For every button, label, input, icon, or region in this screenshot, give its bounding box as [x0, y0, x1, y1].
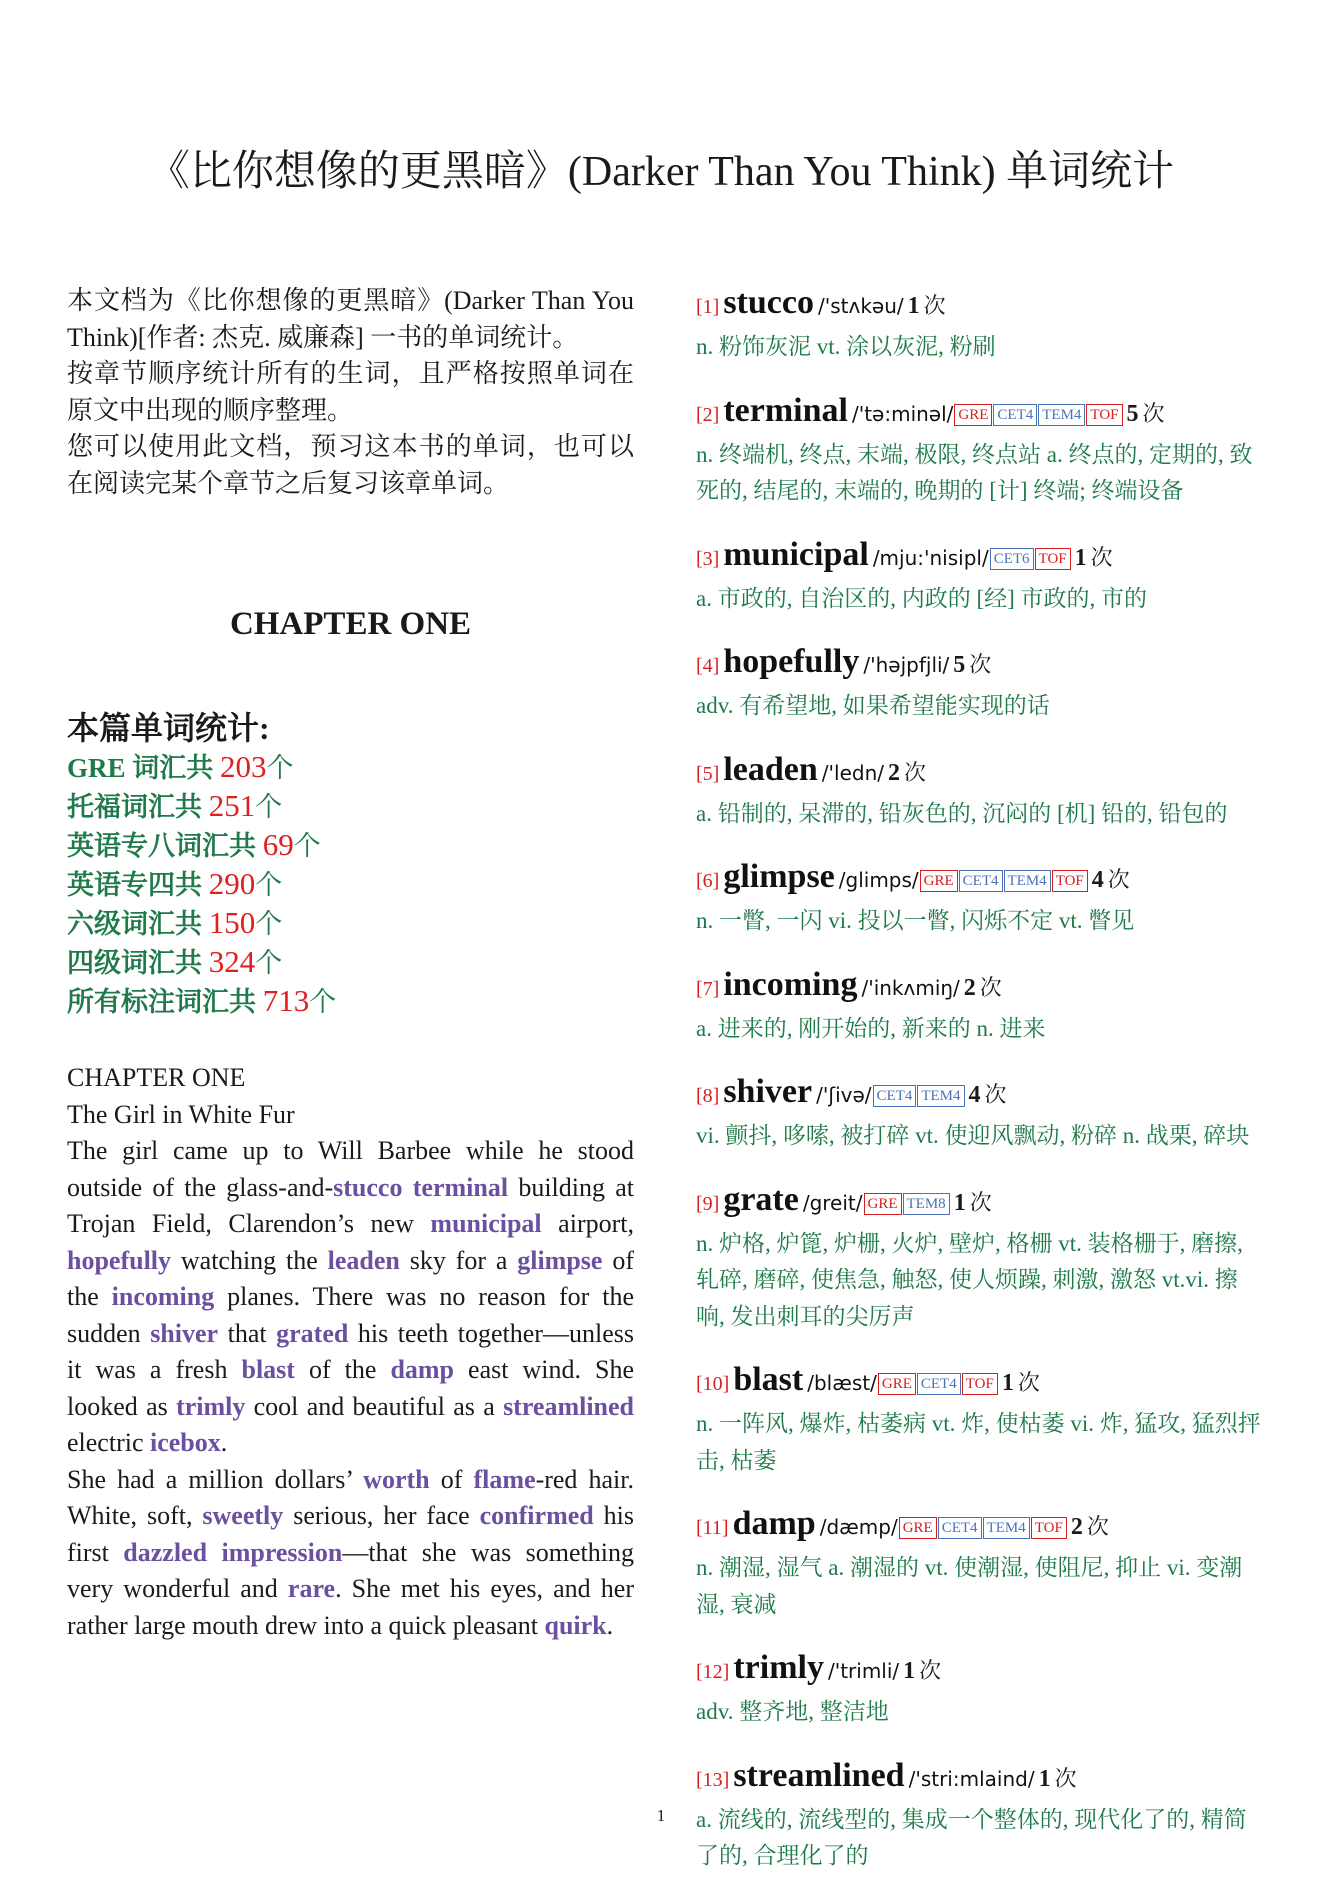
chapter-heading: CHAPTER ONE — [229, 606, 472, 642]
entry-count: 4 — [1091, 867, 1104, 893]
entry-word: incoming — [723, 965, 858, 1003]
entry-count: 5 — [953, 652, 966, 678]
vocab-entry — [696, 1072, 1264, 1155]
stat-count: 150 — [208, 905, 256, 940]
entry-index: [13] — [696, 1768, 730, 1791]
entry-index: [2] — [696, 403, 720, 426]
story-paragraph: She had a million dollars’ worth of flame-red hair. White, soft, sweetly serious, her face confirmed his first dazzled impression—that she was something very wonderful and rare. She met his eyes, and her rather large mouth drew into a quick pleasant quirk. — [67, 1464, 635, 1640]
vocab-entry — [696, 391, 1264, 510]
vocab-word: terminal — [412, 1172, 509, 1202]
entry-index: [7] — [696, 977, 720, 1000]
page-number: 1 — [656, 1806, 666, 1825]
entry-count: 1 — [1001, 1370, 1014, 1396]
exam-tag: TOF — [1052, 870, 1088, 892]
entry-head — [696, 965, 1264, 1011]
entry-index: [11] — [696, 1517, 729, 1539]
stat-count: 290 — [208, 866, 256, 901]
entry-definition: adv. 有希望地, 如果希望能实现的话 — [696, 693, 1050, 718]
entry-phonetic: /'ʃivə/ — [816, 1083, 872, 1107]
entry-word: shiver — [723, 1073, 813, 1110]
vocab-word: incoming — [111, 1282, 215, 1311]
entry-word: grate — [723, 1180, 799, 1218]
stat-label: GRE 词汇共 — [67, 753, 221, 783]
entry-definition: vi. 颤抖, 哆嗦, 被打碎 vt. 使迎风飘动, 粉碎 n. 战栗, 碎块 — [696, 1123, 1250, 1148]
page-title: 《比你想像的更黑暗》(Darker Than You Think) 单词统计 — [147, 149, 1175, 195]
entry-index: [6] — [696, 870, 720, 892]
entry-definition: n. 一阵风, 爆炸, 枯萎病 vt. 炸, 使枯萎 vi. 炸, 猛攻, 猛烈抨击, 枯萎 — [696, 1411, 1261, 1473]
exam-tag: CET4 — [873, 1085, 917, 1107]
exam-tag: CET4 — [938, 1517, 982, 1539]
entry-count-unit: 次 — [979, 974, 1002, 1000]
exam-tag: TEM4 — [1004, 870, 1051, 892]
entry-word: streamlined — [733, 1756, 905, 1794]
entry-count-unit: 次 — [923, 293, 946, 318]
stat-line — [67, 904, 634, 943]
stat-count: 251 — [208, 788, 256, 823]
entry-count: 1 — [907, 293, 920, 319]
vocab-entry — [696, 857, 1264, 940]
vocab-word: leaden — [327, 1245, 400, 1275]
left-column — [67, 283, 634, 1644]
entry-index: [1] — [696, 296, 720, 318]
entry-head — [696, 1360, 1264, 1406]
entry-count-unit: 次 — [969, 652, 992, 677]
vocab-word: glimpse — [517, 1245, 603, 1275]
intro — [67, 283, 634, 502]
entry-head — [696, 857, 1264, 903]
entry-head — [696, 1648, 1264, 1694]
entry-count-unit: 次 — [1142, 400, 1165, 426]
entry-count-unit: 次 — [904, 759, 927, 785]
intro-paragraph: 按章节顺序统计所有的生词，且严格按照单词在原文中出现的顺序整理。 — [67, 359, 634, 425]
stat-label: 四级词汇共 — [67, 948, 209, 978]
vocab-entry — [696, 750, 1264, 833]
vocab-entry — [696, 1360, 1264, 1479]
entry-index: [9] — [696, 1192, 720, 1215]
entry-word: glimpse — [723, 858, 835, 895]
vocab-word: sweetly — [202, 1501, 284, 1530]
stat-line — [67, 982, 634, 1021]
vocab-entry — [696, 1648, 1264, 1731]
stat-line — [67, 787, 634, 826]
stat-label: 英语专四共 — [67, 870, 209, 900]
entry-word: municipal — [723, 535, 869, 573]
entry-index: [5] — [696, 762, 720, 785]
vocab-word: stucco — [333, 1172, 403, 1202]
entry-phonetic: /'stri:mlaind/ — [908, 1766, 1035, 1791]
stat-line — [67, 943, 634, 982]
entry-count-unit: 次 — [984, 1082, 1007, 1107]
vocab-entry — [696, 1504, 1264, 1623]
entry-phonetic: /'ledn/ — [821, 760, 884, 785]
exam-tag: TEM4 — [983, 1517, 1030, 1539]
stat-unit: 个 — [255, 792, 283, 822]
entry-index: [4] — [696, 655, 720, 677]
entry-phonetic: /'trimli/ — [827, 1659, 900, 1683]
exam-tag: CET4 — [917, 1373, 961, 1395]
entry-count-unit: 次 — [1090, 544, 1113, 570]
entry-head — [696, 1072, 1264, 1118]
entry-definition: a. 流线的, 流线型的, 集成一个整体的, 现代化了的, 精简了的, 合理化了的 — [696, 1806, 1247, 1868]
intro-paragraph: 您可以使用此文档，预习这本书的单词，也可以在阅读完某个章节之后复习该章单词。 — [67, 432, 634, 498]
exam-tag: CET4 — [993, 404, 1037, 426]
vocab-word: dazzled — [123, 1537, 208, 1567]
stat-line — [67, 826, 634, 865]
entry-count: 2 — [963, 974, 976, 1001]
vocab-word: hopefully — [67, 1245, 172, 1275]
exam-tag: TEM4 — [917, 1085, 964, 1107]
exam-tag: TOF — [1086, 404, 1122, 426]
entry-definition: a. 进来的, 刚开始的, 新来的 n. 进来 — [696, 1015, 1046, 1041]
entry-definition: n. 粉饰灰泥 vt. 涂以灰泥, 粉刷 — [696, 334, 996, 359]
entry-count-unit: 次 — [1107, 867, 1130, 892]
entry-count: 1 — [1074, 544, 1087, 571]
exam-tag: TOF — [1031, 1517, 1067, 1539]
vocab-word: worth — [363, 1464, 430, 1494]
entry-word: trimly — [733, 1649, 824, 1686]
stats-list — [67, 748, 634, 1021]
vocab-word: grated — [276, 1318, 349, 1348]
vocab-word: shiver — [150, 1318, 219, 1348]
entry-phonetic: /'inkʌmiŋ/ — [861, 975, 960, 1000]
entry-phonetic: /mju:'nisipl/ — [872, 545, 989, 570]
entry-word: damp — [732, 1505, 816, 1542]
story-chapter: CHAPTER ONE — [67, 1063, 246, 1092]
entry-definition: n. 潮湿, 湿气 a. 潮湿的 vt. 使潮湿, 使阻尼, 抑止 vi. 变潮湿, 衰减 — [696, 1555, 1243, 1617]
entry-definition: n. 终端机, 终点, 末端, 极限, 终点站 a. 终点的, 定期的, 致死的, 结尾的, 末端的, 晚期的 [计] 终端; 终端设备 — [696, 441, 1253, 503]
entry-count-unit: 次 — [1086, 1514, 1109, 1539]
entry-count: 2 — [1070, 1514, 1083, 1540]
stat-line — [67, 748, 634, 787]
stat-count: 69 — [262, 827, 294, 862]
intro-paragraph: 本文档为《比你想像的更黑暗》(Darker Than You Think)[作者: 杰克. 威廉森] 一书的单词统计。 — [67, 286, 634, 352]
stat-unit: 个 — [255, 948, 283, 978]
entry-word: stucco — [723, 284, 814, 321]
vocab-word: trimly — [176, 1391, 246, 1421]
vocab-entry — [696, 965, 1264, 1048]
entry-phonetic: /dæmp/ — [819, 1515, 898, 1539]
entry-count: 1 — [1038, 1765, 1051, 1792]
exam-tag: GRE — [864, 1193, 902, 1215]
entry-phonetic: /'tə:minəl/ — [851, 401, 954, 426]
entry-phonetic: /blæst/ — [807, 1371, 877, 1395]
entry-count: 4 — [968, 1082, 981, 1108]
exam-tag: GRE — [899, 1517, 937, 1539]
entry-head — [696, 750, 1264, 796]
stat-unit: 个 — [293, 831, 321, 861]
exam-tag: GRE — [878, 1373, 916, 1395]
stat-unit: 个 — [266, 753, 294, 783]
entry-phonetic: /greit/ — [802, 1190, 863, 1215]
stat-line — [67, 865, 634, 904]
entry-count-unit: 次 — [1054, 1765, 1077, 1791]
entry-head — [696, 1756, 1264, 1802]
entry-head — [696, 1504, 1264, 1550]
entry-head — [696, 391, 1264, 437]
stat-count: 203 — [220, 749, 267, 784]
entry-phonetic: /'həjpfjli/ — [863, 653, 950, 677]
story — [67, 1060, 634, 1644]
entry-word: leaden — [723, 750, 818, 788]
vocab-entry — [696, 1180, 1264, 1336]
vocab-word: quirk — [544, 1610, 607, 1640]
exam-tag: CET4 — [959, 870, 1003, 892]
word-list — [696, 283, 1264, 1900]
entry-count-unit: 次 — [919, 1658, 942, 1683]
entry-count: 1 — [953, 1189, 966, 1216]
entry-count: 5 — [1126, 400, 1139, 427]
stat-unit: 个 — [255, 909, 283, 939]
vocab-entry — [696, 642, 1264, 725]
exam-tag: TEM8 — [903, 1193, 950, 1215]
story-subtitle: The Girl in White Fur — [67, 1099, 295, 1129]
entry-index: [8] — [696, 1085, 720, 1107]
stat-count: 713 — [262, 983, 310, 1018]
exam-tag: GRE — [954, 404, 992, 426]
entry-head — [696, 283, 1264, 329]
entry-count-unit: 次 — [969, 1189, 992, 1215]
entry-definition: a. 铅制的, 呆滞的, 铅灰色的, 沉闷的 [机] 铅的, 铅包的 — [696, 800, 1228, 826]
vocab-entry — [696, 283, 1264, 366]
story-paragraph: The girl came up to Will Barbee while he stood outside of the glass-and-stucco terminal building at Trojan Field, Clarendon’s new municipal airport, hopefully watching the leaden sky for a glimpse of the incoming planes. There was no reason for the sudden shiver that grated his teeth together—unless it was a fresh blast of the damp east wind. She looked as trimly cool and beautiful as a streamlined electric icebox. — [67, 1136, 635, 1457]
stat-label: 所有标注词汇共 — [67, 987, 263, 1017]
stat-label: 英语专八词汇共 — [67, 831, 263, 861]
vocab-word: damp — [390, 1355, 455, 1384]
entry-definition: n. 炉格, 炉篦, 炉栅, 火炉, 壁炉, 格栅 vt. 装格栅于, 磨擦, 轧碎, 磨碎, 使焦急, 触怒, 使人烦躁, 刺激, 激怒 vt.vi. 擦响, 发出刺耳的尖厉声 — [696, 1230, 1243, 1329]
vocab-word: icebox — [150, 1428, 221, 1457]
entry-definition: adv. 整齐地, 整洁地 — [696, 1699, 889, 1724]
entry-index: [3] — [696, 547, 720, 570]
vocab-word: rare — [287, 1574, 336, 1603]
entry-head — [696, 1180, 1264, 1226]
exam-tag: TOF — [962, 1373, 998, 1395]
stat-unit: 个 — [309, 987, 337, 1017]
exam-tag: TOF — [1035, 548, 1071, 570]
vocab-word: confirmed — [479, 1501, 594, 1530]
entry-word: terminal — [723, 391, 848, 429]
stat-label: 六级词汇共 — [67, 909, 209, 939]
vocab-word: blast — [241, 1355, 295, 1384]
vocab-entry — [696, 535, 1264, 618]
stat-count: 324 — [208, 944, 256, 979]
vocab-word: flame — [473, 1464, 536, 1494]
stat-unit: 个 — [255, 870, 283, 900]
vocab-word: municipal — [430, 1209, 542, 1238]
exam-tag: TEM4 — [1038, 404, 1085, 426]
entry-head — [696, 535, 1264, 581]
entry-count: 2 — [888, 759, 900, 786]
entry-count-unit: 次 — [1017, 1370, 1040, 1395]
entry-word: blast — [733, 1361, 804, 1398]
stats-title: 本篇单词统计: — [67, 710, 270, 746]
entry-count: 1 — [903, 1658, 916, 1684]
entry-head — [696, 642, 1264, 688]
entry-definition: n. 一瞥, 一闪 vi. 投以一瞥, 闪烁不定 vt. 瞥见 — [696, 908, 1135, 933]
vocab-word: impression — [221, 1537, 343, 1567]
exam-tag: GRE — [920, 870, 958, 892]
vocab-word: streamlined — [503, 1391, 635, 1421]
entry-definition: a. 市政的, 自治区的, 内政的 [经] 市政的, 市的 — [696, 585, 1148, 611]
entry-index: [10] — [696, 1373, 730, 1395]
entry-index: [12] — [696, 1661, 730, 1683]
exam-tag: CET6 — [990, 548, 1034, 570]
entry-phonetic: /glimps/ — [838, 868, 919, 892]
entry-phonetic: /'stʌkəu/ — [817, 294, 904, 318]
story-paragraphs — [67, 1133, 634, 1644]
entry-word: hopefully — [723, 643, 860, 680]
stat-label: 托福词汇共 — [67, 792, 209, 822]
